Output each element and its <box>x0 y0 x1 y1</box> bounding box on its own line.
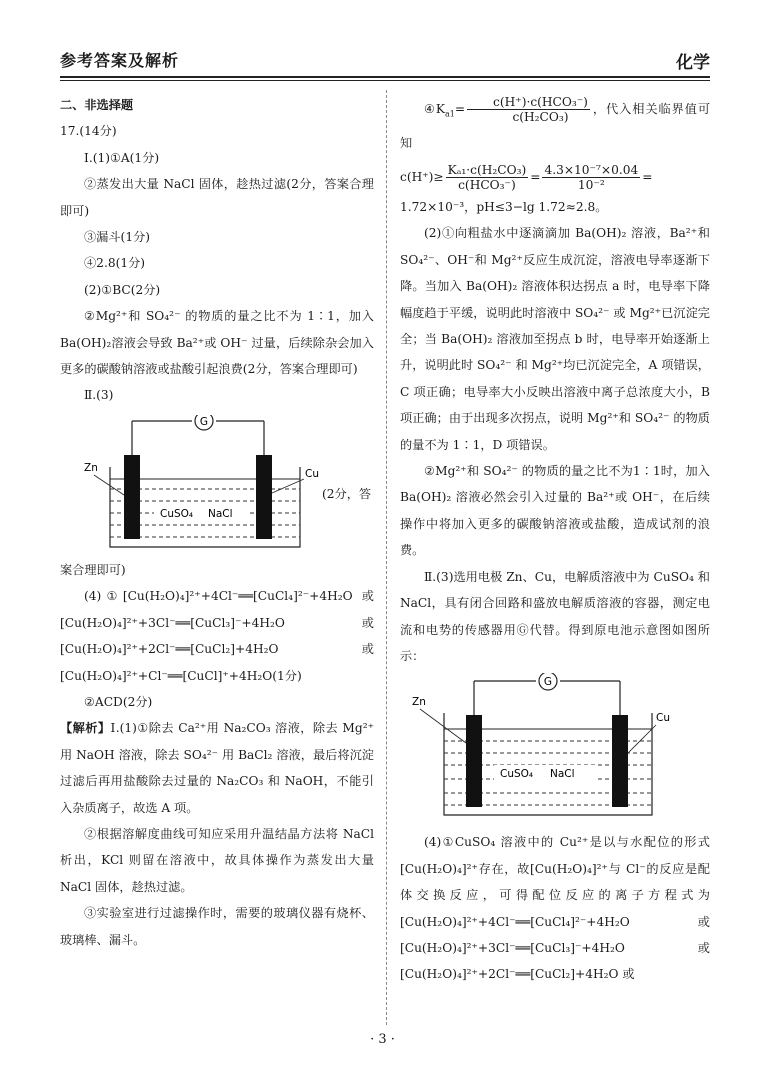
analysis-text: ②根据溶解度曲线可知应采用升温结晶方法将 NaCl 析出，KCl 则留在溶液中，故具体操作为蒸发出大量 NaCl 固体，趁热过滤。 <box>60 826 374 894</box>
galvanic-cell-diagram <box>80 415 330 555</box>
answer-line: Ⅰ.(1)①A(1分) <box>84 150 160 165</box>
analysis-text: ②Mg²⁺和 SO₄²⁻ 的物质的量之比不为1∶1时，加入 Ba(OH)₂ 溶液必然会引入过量的 Ba²⁺或 OH⁻，在后续操作中将加入更多的碳酸钠溶液或盐酸，造成试剂的浪费。 <box>400 464 710 558</box>
left-column <box>60 92 374 953</box>
answer-line: (2)①BC(2分) <box>84 282 161 297</box>
header-rule-thin <box>60 80 710 81</box>
formula-ka1: $④K_{a1}=$ $\frac{\text{c(H⁺)·c(HCO₃⁻)}}{\text{c(H₂CO₃)}}$ ，代入相关临界值可知 <box>400 95 711 150</box>
nacl-label: NaCl <box>550 768 575 781</box>
analysis-text: Ⅰ.(1)①除去 Ca²⁺用 Na₂CO₃ 溶液，除去 Mg²⁺用 NaOH 溶液，除去 SO₄²⁻ 用 BaCl₂ 溶液，最后将沉淀过滤后再用盐酸除去过量的 Na₂CO₃ 和 NaOH，不能引入杂质离子，故选 A 项。 <box>60 721 375 815</box>
answer-line: 案合理即可) <box>60 562 126 577</box>
header-rule <box>60 76 710 78</box>
formula-ch: c(H⁺)≥ $\frac{\text{Kₐ₁·c(H₂CO₃)}}{\text{c(HCO₃⁻)}}$ = $\frac{\text{4.3×10⁻⁷×0.04}}{\text{10⁻²}}$ = <box>400 163 653 192</box>
header-title: 参考答案及解析 <box>60 51 180 70</box>
analysis-text: (4)①CuSO₄ 溶液中的 Cu²⁺是以与水配位的形式[Cu(H₂O)₄]²⁺存在，故[Cu(H₂O)₄]²⁺与 Cl⁻的反应是配体交换反应，可得配位反应的离子方程式为[Cu(H₂O)₄]²⁺+4Cl⁻══[CuCl₄]²⁻+4H₂O 或[Cu(H₂O)₄]²⁺+3Cl⁻══[CuCl₃]⁻+4H₂O 或[Cu(H₂O)₄]²⁺+2Cl⁻══[CuCl₂]+4H₂O 或 <box>400 835 710 982</box>
zn-label: Zn <box>412 696 426 709</box>
column-divider <box>386 90 387 1025</box>
figure-row <box>60 409 374 557</box>
cuso4-label: CuSO₄ <box>500 768 534 781</box>
cu-label: Cu <box>305 467 319 480</box>
fraction: $\frac{\text{4.3×10⁻⁷×0.04}}{\text{10⁻²}}$ <box>544 163 639 192</box>
answer-line: ②Mg²⁺和 SO₄²⁻ 的物质的量之比不为 1∶1，加入 Ba(OH)₂溶液会导致 Ba²⁺或 OH⁻ 过量，后续除杂会加入更多的碳酸钠溶液或盐酸引起浪费(2分，答案合理即可) <box>60 309 374 377</box>
question-number: 17.(14分) <box>60 124 117 139</box>
answer-line: Ⅱ.(3) <box>84 388 114 403</box>
cuso4-label: CuSO₄ <box>160 507 194 520</box>
cu-label: Cu <box>656 712 670 725</box>
fraction: $\frac{\text{c(H⁺)·c(HCO₃⁻)}}{\text{c(H₂CO₃)}}$ <box>467 95 590 124</box>
nacl-label: NaCl <box>208 507 233 520</box>
answer-line: ②ACD(2分) <box>84 694 153 709</box>
galvanic-cell-diagram-2 <box>408 673 688 823</box>
fraction: $\frac{\text{Kₐ₁·c(H₂CO₃)}}{\text{c(HCO₃⁻)}}$ <box>447 163 527 192</box>
page-number: · 3 · <box>370 1032 395 1047</box>
meter-label: G <box>199 415 209 428</box>
zn-label: Zn <box>84 461 98 474</box>
answer-line: (4)①[Cu(H₂O)₄]²⁺+4Cl⁻══[CuCl₄]²⁻+4H₂O 或[Cu(H₂O)₄]²⁺+3Cl⁻══[CuCl₃]⁻+4H₂O 或[Cu(H₂O)₄]²⁺+2Cl⁻══[CuCl₂]+4H₂O 或[Cu(H₂O)₄]²⁺+Cl⁻══[CuCl]⁺+4H₂O(1分) <box>60 589 374 683</box>
analysis-text: 1.72×10⁻³，pH≤3−lg 1.72≈2.8。 <box>400 200 608 214</box>
analysis-label: 【解析】 <box>60 721 111 736</box>
page-header <box>60 48 710 74</box>
meter-label: G <box>543 676 553 689</box>
analysis-text: Ⅱ.(3)选用电极 Zn、Cu，电解质溶液中为 CuSO₄ 和 NaCl，具有闭合回路和盛放电解质溶液的容器，测定电流和电势的传感器用Ⓖ代替。得到原电池示意图如图所示： <box>400 569 710 663</box>
answer-line: ②蒸发出大量 NaCl 固体，趁热过滤(2分，答案合理即可) <box>60 177 374 218</box>
header-subject: 化学 <box>676 53 710 73</box>
answer-line: ④2.8(1分) <box>84 256 146 271</box>
analysis-text: (2)①向粗盐水中逐滴滴加 Ba(OH)₂ 溶液，Ba²⁺和 SO₄²⁻、OH⁻和 Mg²⁺反应生成沉淀，溶液电导率逐渐下降。当加入 Ba(OH)₂ 溶液体积达拐点 a 时，电导率下降幅度趋于平缓，说明此时溶液中 SO₄²⁻ 或 Mg²⁺已沉淀完全；当 Ba(OH)₂ 溶液加至拐点 b 时，电导率开始逐渐上升，说明此时 SO₄²⁻ 和 Mg²⁺均已沉淀完全，A 项错误，C 项正确；电导率大小反映出溶液中离子总浓度大小，B 项正确；由于出现多次拐点，说明 Mg²⁺和 SO₄²⁻ 的物质的量不为 1∶1，D 项错误。 <box>400 226 710 452</box>
right-column <box>400 92 710 988</box>
answer-line: ③漏斗(1分) <box>84 230 151 245</box>
section-title: 二、非选择题 <box>60 98 134 112</box>
analysis-text: ③实验室进行过滤操作时，需要的玻璃仪器有烧杯、玻璃棒、漏斗。 <box>60 906 374 947</box>
figure-note: (2分，答 <box>322 486 372 501</box>
